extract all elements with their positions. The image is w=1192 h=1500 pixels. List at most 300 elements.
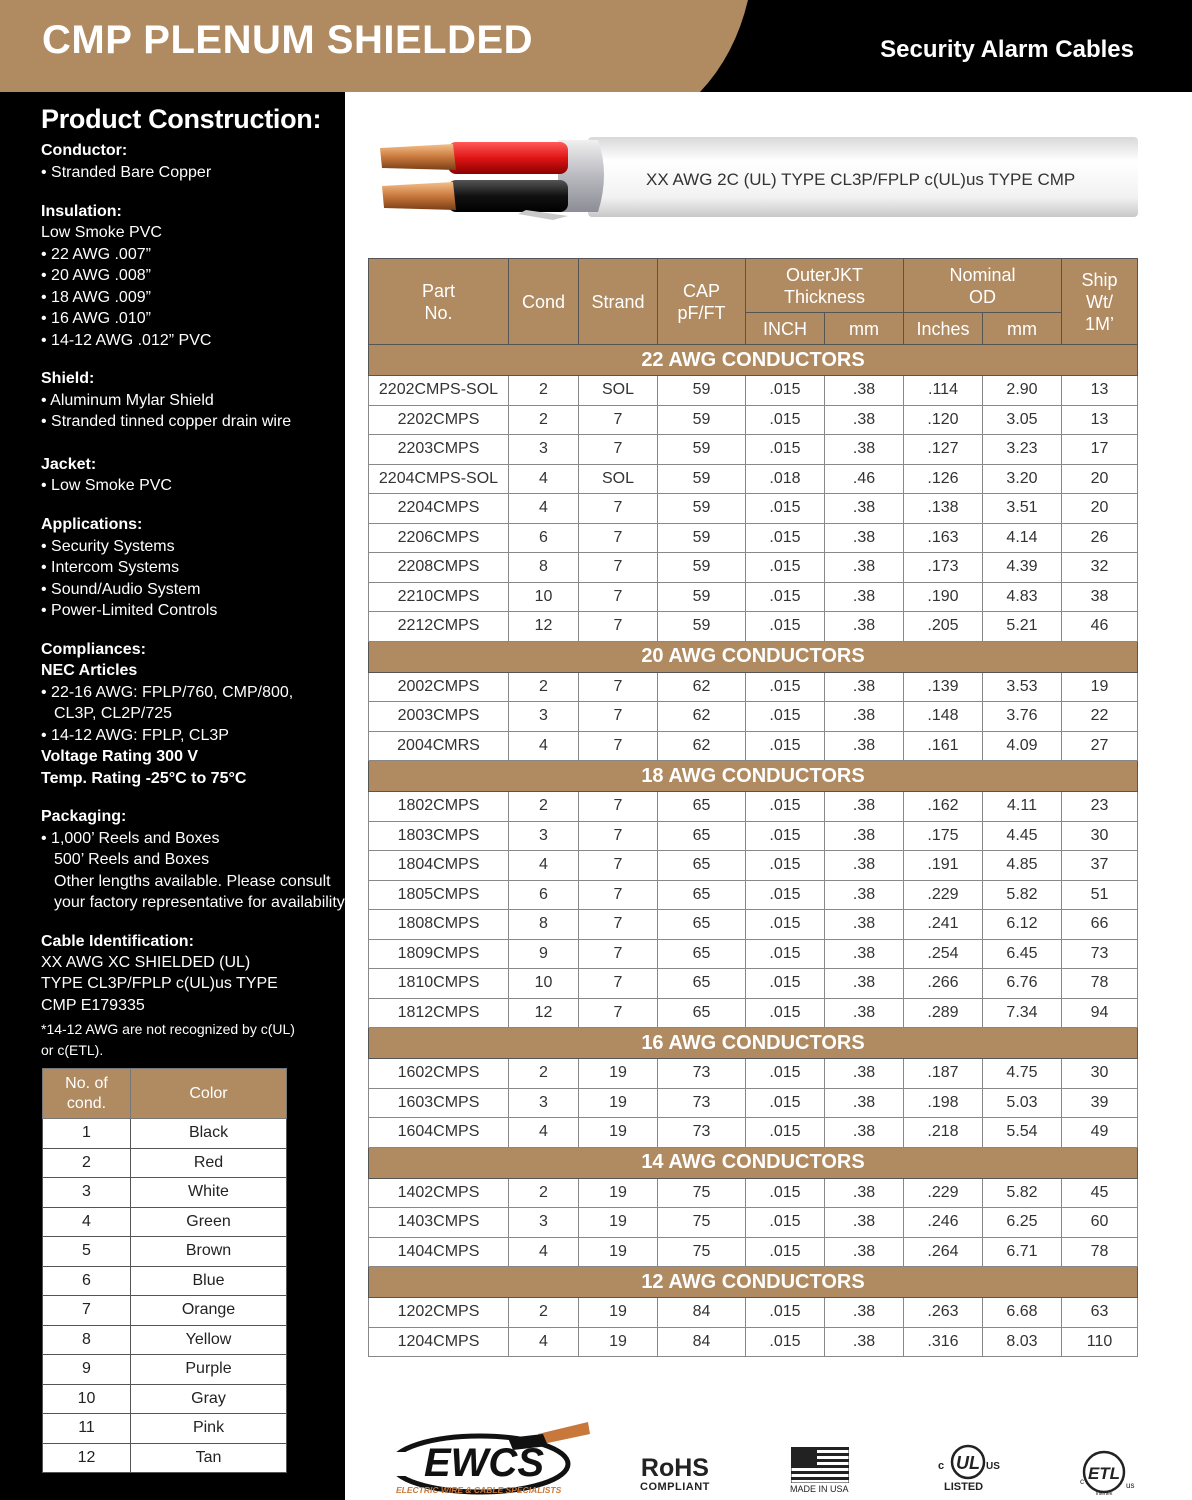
sidebar-text-line: • Low Smoke PVC — [41, 477, 172, 494]
sidebar-text-line: CMP E179335 — [41, 997, 145, 1014]
conductor-number-cell: 11 — [43, 1414, 131, 1444]
header-outer-jacket — [746, 259, 904, 313]
table-row — [369, 910, 1138, 940]
strand-cell: 19 — [579, 1118, 658, 1148]
jacket-mm-cell: .38 — [825, 1237, 904, 1267]
table-row — [369, 672, 1138, 702]
jacket-mm-cell: .38 — [825, 702, 904, 732]
od-inches-cell: .205 — [904, 612, 983, 642]
ewcs-copper-wire — [538, 1422, 590, 1444]
od-inches-cell: .187 — [904, 1059, 983, 1089]
conductor-count-cell: 6 — [509, 523, 579, 553]
table-row — [369, 376, 1138, 406]
color-table-row — [43, 1414, 287, 1444]
jacket-mm-cell: .38 — [825, 1118, 904, 1148]
color-table-row — [43, 1178, 287, 1208]
conductor-color-cell: Purple — [131, 1355, 287, 1385]
ship-weight-cell: 13 — [1062, 405, 1138, 435]
ship-weight-cell: 37 — [1062, 851, 1138, 881]
ewcs-tagline: ELECTRIC WIRE & CABLE SPECIALISTS — [396, 1485, 562, 1495]
ship-weight-cell: 23 — [1062, 792, 1138, 822]
conductor-count-cell: 12 — [509, 998, 579, 1028]
table-row — [369, 523, 1138, 553]
od-inches-cell: .175 — [904, 821, 983, 851]
etl-c-mark: c — [1080, 1477, 1084, 1486]
sidebar-section-label: Cable Identification: — [41, 933, 194, 950]
conductor-count-cell: 2 — [509, 1178, 579, 1208]
od-mm-cell: 3.05 — [983, 405, 1062, 435]
jacket-inch-cell: .015 — [746, 1178, 825, 1208]
od-mm-cell: 4.39 — [983, 553, 1062, 583]
jacket-inch-cell: .015 — [746, 612, 825, 642]
made-in-usa-text: MADE IN USA — [790, 1484, 849, 1494]
strand-cell: 7 — [579, 939, 658, 969]
capacitance-cell: 59 — [658, 612, 746, 642]
jacket-mm-cell: .46 — [825, 464, 904, 494]
jacket-inch-cell: .015 — [746, 523, 825, 553]
jacket-mm-cell: .38 — [825, 672, 904, 702]
part-number-cell: 2204CMPS-SOL — [369, 464, 509, 494]
ul-mark: UL — [956, 1453, 980, 1473]
od-inches-cell: .127 — [904, 435, 983, 465]
od-mm-cell: 2.90 — [983, 376, 1062, 406]
header-cap — [658, 259, 746, 345]
conductor-color-cell: Green — [131, 1207, 287, 1237]
od-inches-cell: .266 — [904, 969, 983, 999]
etl-us-mark: us — [1126, 1481, 1135, 1490]
od-inches-cell: .190 — [904, 582, 983, 612]
capacitance-cell: 75 — [658, 1208, 746, 1238]
table-row — [369, 464, 1138, 494]
section-header-row — [369, 345, 1138, 376]
header-inches: Inches — [904, 313, 983, 345]
strand-cell: SOL — [579, 464, 658, 494]
header-outer-jacket-text: OuterJKT Thickness — [783, 264, 866, 307]
table-row — [369, 435, 1138, 465]
jacket-mm-cell: .38 — [825, 376, 904, 406]
part-number-cell: 1809CMPS — [369, 939, 509, 969]
header-cap-text: CAP pF/FT — [677, 280, 726, 323]
od-mm-cell: 6.71 — [983, 1237, 1062, 1267]
conductor-color-cell: Brown — [131, 1237, 287, 1267]
color-table-header-color: Color — [131, 1069, 287, 1119]
header-part-no-text: Part No. — [421, 280, 455, 323]
od-mm-cell: 6.12 — [983, 910, 1062, 940]
header-mm-od: mm — [983, 313, 1062, 345]
ewcs-logo — [388, 1420, 593, 1498]
od-mm-cell: 3.20 — [983, 464, 1062, 494]
color-table-header-cond: No. of cond. — [43, 1069, 131, 1119]
sidebar-text-line: CL3P, CL2P/725 — [54, 705, 173, 722]
conductor-number-cell: 1 — [43, 1119, 131, 1149]
capacitance-cell: 59 — [658, 464, 746, 494]
table-row — [369, 494, 1138, 524]
section-header-row — [369, 761, 1138, 792]
jacket-inch-cell: .015 — [746, 672, 825, 702]
capacitance-cell: 59 — [658, 405, 746, 435]
part-number-cell: 1404CMPS — [369, 1237, 509, 1267]
ship-weight-cell: 19 — [1062, 672, 1138, 702]
color-table-row — [43, 1384, 287, 1414]
part-number-cell: 2210CMPS — [369, 582, 509, 612]
table-row — [369, 969, 1138, 999]
jacket-mm-cell: .38 — [825, 523, 904, 553]
jacket-mm-cell: .38 — [825, 998, 904, 1028]
jacket-inch-cell: .015 — [746, 553, 825, 583]
conductor-number-cell: 6 — [43, 1266, 131, 1296]
table-row — [369, 731, 1138, 761]
od-inches-cell: .163 — [904, 523, 983, 553]
ship-weight-cell: 22 — [1062, 702, 1138, 732]
strand-cell: 7 — [579, 582, 658, 612]
jacket-mm-cell: .38 — [825, 1327, 904, 1357]
od-inches-cell: .198 — [904, 1088, 983, 1118]
ship-weight-cell: 46 — [1062, 612, 1138, 642]
strand-cell: 19 — [579, 1298, 658, 1328]
od-mm-cell: 4.85 — [983, 851, 1062, 881]
part-number-cell: 2004CMRS — [369, 731, 509, 761]
conductor-count-cell: 4 — [509, 851, 579, 881]
part-number-cell: 1810CMPS — [369, 969, 509, 999]
od-mm-cell: 5.21 — [983, 612, 1062, 642]
od-inches-cell: .241 — [904, 910, 983, 940]
color-table-row — [43, 1296, 287, 1326]
conductor-count-cell: 9 — [509, 939, 579, 969]
strand-cell: 7 — [579, 435, 658, 465]
table-row — [369, 553, 1138, 583]
conductor-count-cell: 2 — [509, 405, 579, 435]
color-table-row — [43, 1119, 287, 1149]
strand-cell: 7 — [579, 851, 658, 881]
ship-weight-cell: 38 — [1062, 582, 1138, 612]
od-inches-cell: .126 — [904, 464, 983, 494]
od-inches-cell: .264 — [904, 1237, 983, 1267]
conductor-number-cell: 8 — [43, 1325, 131, 1355]
color-table-header-row — [43, 1069, 287, 1119]
header-nominal-od — [904, 259, 1062, 313]
jacket-inch-cell: .015 — [746, 582, 825, 612]
conductor-count-cell: 2 — [509, 672, 579, 702]
ewcs-name: EWCS — [424, 1441, 544, 1485]
section-header-row — [369, 1147, 1138, 1178]
capacitance-cell: 75 — [658, 1237, 746, 1267]
sidebar-text-line: your factory representative for availability. — [54, 894, 349, 911]
od-inches-cell: .138 — [904, 494, 983, 524]
rohs-logo-text: RoHS — [640, 1454, 709, 1482]
table-row — [369, 1059, 1138, 1089]
part-number-cell: 1403CMPS — [369, 1208, 509, 1238]
part-number-cell: 2203CMPS — [369, 435, 509, 465]
color-table-row — [43, 1266, 287, 1296]
conductor-color-cell: Blue — [131, 1266, 287, 1296]
part-number-cell: 2208CMPS — [369, 553, 509, 583]
conductor-color-cell: Red — [131, 1148, 287, 1178]
header-strand: Strand — [579, 259, 658, 345]
od-mm-cell: 7.34 — [983, 998, 1062, 1028]
rohs-compliant-text: COMPLIANT — [640, 1481, 710, 1493]
jacket-inch-cell: .015 — [746, 1237, 825, 1267]
od-mm-cell: 4.09 — [983, 731, 1062, 761]
sidebar-text-line: • 14-12 AWG: FPLP, CL3P — [41, 727, 229, 744]
sidebar-section-label: Packaging: — [41, 808, 127, 825]
od-mm-cell: 4.11 — [983, 792, 1062, 822]
conductor-count-cell: 2 — [509, 1298, 579, 1328]
jacket-inch-cell: .015 — [746, 821, 825, 851]
conductor-count-cell: 12 — [509, 612, 579, 642]
sidebar-text-line: • Security Systems — [41, 538, 175, 555]
strand-cell: SOL — [579, 376, 658, 406]
color-table-row — [43, 1443, 287, 1473]
etl-mark: ETL — [1087, 1464, 1121, 1483]
jacket-mm-cell: .38 — [825, 494, 904, 524]
sidebar-text-line: • 16 AWG .010” — [41, 310, 151, 327]
jacket-mm-cell: .38 — [825, 1208, 904, 1238]
od-mm-cell: 5.82 — [983, 1178, 1062, 1208]
strand-cell: 7 — [579, 553, 658, 583]
part-number-cell: 1402CMPS — [369, 1178, 509, 1208]
table-row — [369, 1088, 1138, 1118]
header-cond: Cond — [509, 259, 579, 345]
od-inches-cell: .114 — [904, 376, 983, 406]
od-mm-cell: 5.82 — [983, 880, 1062, 910]
jacket-inch-cell: .015 — [746, 969, 825, 999]
strand-cell: 7 — [579, 405, 658, 435]
jacket-inch-cell: .015 — [746, 880, 825, 910]
jacket-mm-cell: .38 — [825, 910, 904, 940]
page-subtitle: Security Alarm Cables — [880, 36, 1134, 63]
capacitance-cell: 65 — [658, 821, 746, 851]
conductor-count-cell: 3 — [509, 702, 579, 732]
strand-cell: 7 — [579, 731, 658, 761]
od-mm-cell: 3.51 — [983, 494, 1062, 524]
conductor-count-cell: 3 — [509, 435, 579, 465]
etl-intertek-text: Intertek — [1095, 1491, 1113, 1497]
section-header-row — [369, 1028, 1138, 1059]
conductor-number-cell: 12 — [43, 1443, 131, 1473]
ewcs-swoosh-gap — [388, 1452, 428, 1476]
sidebar-text-line: • Stranded tinned copper drain wire — [41, 413, 292, 430]
jacket-inch-cell: .015 — [746, 1327, 825, 1357]
color-table-row — [43, 1237, 287, 1267]
od-mm-cell: 6.25 — [983, 1208, 1062, 1238]
conductor-count-cell: 2 — [509, 1059, 579, 1089]
sidebar-text-line: • Aluminum Mylar Shield — [41, 392, 214, 409]
od-inches-cell: .173 — [904, 553, 983, 583]
ship-weight-cell: 94 — [1062, 998, 1138, 1028]
conductor-color-cell: Orange — [131, 1296, 287, 1326]
sidebar-text-line: • Intercom Systems — [41, 559, 180, 576]
capacitance-cell: 59 — [658, 435, 746, 465]
capacitance-cell: 73 — [658, 1059, 746, 1089]
sidebar-section-label: Compliances: — [41, 641, 146, 658]
jacket-inch-cell: .015 — [746, 494, 825, 524]
capacitance-cell: 62 — [658, 672, 746, 702]
od-inches-cell: .162 — [904, 792, 983, 822]
ship-weight-cell: 20 — [1062, 494, 1138, 524]
color-code-table — [42, 1068, 287, 1473]
jacket-inch-cell: .015 — [746, 731, 825, 761]
part-number-cell: 1602CMPS — [369, 1059, 509, 1089]
od-inches-cell: .289 — [904, 998, 983, 1028]
sidebar-section-label: Jacket: — [41, 456, 97, 473]
section-title: 18 AWG CONDUCTORS — [369, 761, 1138, 792]
conductor-count-cell: 8 — [509, 553, 579, 583]
header-mm: mm — [825, 313, 904, 345]
ship-weight-cell: 66 — [1062, 910, 1138, 940]
od-mm-cell: 4.75 — [983, 1059, 1062, 1089]
sidebar-text-line: Other lengths available. Please consult — [54, 873, 331, 890]
conductor-color-cell: White — [131, 1178, 287, 1208]
strand-cell: 19 — [579, 1237, 658, 1267]
part-number-cell: 1204CMPS — [369, 1327, 509, 1357]
jacket-inch-cell: .015 — [746, 1118, 825, 1148]
capacitance-cell: 65 — [658, 939, 746, 969]
ship-weight-cell: 32 — [1062, 553, 1138, 583]
table-row — [369, 405, 1138, 435]
capacitance-cell: 65 — [658, 910, 746, 940]
od-inches-cell: .120 — [904, 405, 983, 435]
conductor-count-cell: 4 — [509, 1327, 579, 1357]
ship-weight-cell: 27 — [1062, 731, 1138, 761]
table-row — [369, 851, 1138, 881]
conductor-count-cell: 10 — [509, 969, 579, 999]
section-title: 14 AWG CONDUCTORS — [369, 1147, 1138, 1178]
table-row — [369, 612, 1138, 642]
jacket-mm-cell: .38 — [825, 939, 904, 969]
capacitance-cell: 75 — [658, 1178, 746, 1208]
part-number-cell: 1202CMPS — [369, 1298, 509, 1328]
jacket-inch-cell: .015 — [746, 702, 825, 732]
part-number-cell: 1803CMPS — [369, 821, 509, 851]
capacitance-cell: 65 — [658, 998, 746, 1028]
od-inches-cell: .218 — [904, 1118, 983, 1148]
od-inches-cell: .254 — [904, 939, 983, 969]
ship-weight-cell: 73 — [1062, 939, 1138, 969]
jacket-mm-cell: .38 — [825, 553, 904, 583]
ship-weight-cell: 39 — [1062, 1088, 1138, 1118]
capacitance-cell: 59 — [658, 582, 746, 612]
sidebar-text-line: XX AWG XC SHIELDED (UL) — [41, 954, 251, 971]
conductor-count-cell: 3 — [509, 1088, 579, 1118]
jacket-inch-cell: .015 — [746, 1298, 825, 1328]
jacket-mm-cell: .38 — [825, 612, 904, 642]
sidebar-heading: Product Construction: — [41, 104, 322, 134]
conductor-color-cell: Black — [131, 1119, 287, 1149]
jacket-inch-cell: .015 — [746, 998, 825, 1028]
spec-header-row-1 — [369, 259, 1138, 313]
jacket-mm-cell: .38 — [825, 851, 904, 881]
section-title: 12 AWG CONDUCTORS — [369, 1267, 1138, 1298]
header-ship-weight-text: Ship Wt/ 1M’ — [1081, 269, 1118, 334]
jacket-mm-cell: .38 — [825, 792, 904, 822]
jacket-mm-cell: .38 — [825, 731, 904, 761]
section-title: 22 AWG CONDUCTORS — [369, 345, 1138, 376]
jacket-inch-cell: .015 — [746, 939, 825, 969]
jacket-mm-cell: .38 — [825, 821, 904, 851]
capacitance-cell: 62 — [658, 702, 746, 732]
capacitance-cell: 59 — [658, 523, 746, 553]
capacitance-cell: 84 — [658, 1327, 746, 1357]
od-mm-cell: 5.03 — [983, 1088, 1062, 1118]
conductor-color-cell: Yellow — [131, 1325, 287, 1355]
part-number-cell: 1812CMPS — [369, 998, 509, 1028]
part-number-cell: 2003CMPS — [369, 702, 509, 732]
part-number-cell: 1804CMPS — [369, 851, 509, 881]
sidebar-text-line: • 22-16 AWG: FPLP/760, CMP/800, — [41, 684, 294, 701]
jacket-mm-cell: .38 — [825, 582, 904, 612]
od-mm-cell: 4.14 — [983, 523, 1062, 553]
strand-cell: 7 — [579, 969, 658, 999]
sidebar-text-line: Low Smoke PVC — [41, 224, 162, 241]
ship-weight-cell: 110 — [1062, 1327, 1138, 1357]
ship-weight-cell: 20 — [1062, 464, 1138, 494]
table-row — [369, 1327, 1138, 1357]
strand-cell: 19 — [579, 1059, 658, 1089]
conductor-count-cell: 3 — [509, 821, 579, 851]
od-mm-cell: 5.54 — [983, 1118, 1062, 1148]
capacitance-cell: 59 — [658, 494, 746, 524]
ship-weight-cell: 45 — [1062, 1178, 1138, 1208]
sidebar-text-line: • Stranded Bare Copper — [41, 164, 212, 181]
red-conductor — [448, 142, 568, 174]
sidebar-section-label: Insulation: — [41, 203, 122, 220]
conductor-color-cell: Tan — [131, 1443, 287, 1473]
strand-cell: 19 — [579, 1327, 658, 1357]
jacket-inch-cell: .015 — [746, 851, 825, 881]
jacket-inch-cell: .018 — [746, 464, 825, 494]
od-mm-cell: 4.83 — [983, 582, 1062, 612]
capacitance-cell: 65 — [658, 851, 746, 881]
conductor-count-cell: 2 — [509, 376, 579, 406]
part-number-cell: 1802CMPS — [369, 792, 509, 822]
capacitance-cell: 65 — [658, 880, 746, 910]
part-number-cell: 2204CMPS — [369, 494, 509, 524]
header-part-no — [369, 259, 509, 345]
jacket-inch-cell: .015 — [746, 376, 825, 406]
section-header-row — [369, 641, 1138, 672]
sidebar-text-line: TYPE CL3P/FPLP c(UL)us TYPE — [41, 975, 278, 992]
copper-strand-bottom — [382, 182, 456, 210]
strand-cell: 19 — [579, 1178, 658, 1208]
table-row — [369, 1237, 1138, 1267]
section-title: 16 AWG CONDUCTORS — [369, 1028, 1138, 1059]
sidebar-text-line: • 20 AWG .008” — [41, 267, 151, 284]
jacket-mm-cell: .38 — [825, 880, 904, 910]
ul-listed-logo — [934, 1440, 1002, 1484]
sidebar-text-line: • 14-12 AWG .012” PVC — [41, 332, 212, 349]
conductor-count-cell: 4 — [509, 494, 579, 524]
od-mm-cell: 6.76 — [983, 969, 1062, 999]
table-row — [369, 939, 1138, 969]
copper-strand-top — [380, 144, 456, 170]
conductor-count-cell: 3 — [509, 1208, 579, 1238]
od-inches-cell: .161 — [904, 731, 983, 761]
table-row — [369, 1298, 1138, 1328]
header-inch: INCH — [746, 313, 825, 345]
part-number-cell: 1604CMPS — [369, 1118, 509, 1148]
strand-cell: 7 — [579, 792, 658, 822]
color-table-row — [43, 1148, 287, 1178]
od-inches-cell: .316 — [904, 1327, 983, 1357]
conductor-number-cell: 2 — [43, 1148, 131, 1178]
part-number-cell: 1805CMPS — [369, 880, 509, 910]
page-title: CMP PLENUM SHIELDED — [42, 18, 534, 62]
conductor-count-cell: 10 — [509, 582, 579, 612]
table-row — [369, 1118, 1138, 1148]
sidebar-section-label: NEC Articles — [41, 662, 138, 679]
rohs-logo — [640, 1455, 710, 1493]
part-number-cell: 1603CMPS — [369, 1088, 509, 1118]
